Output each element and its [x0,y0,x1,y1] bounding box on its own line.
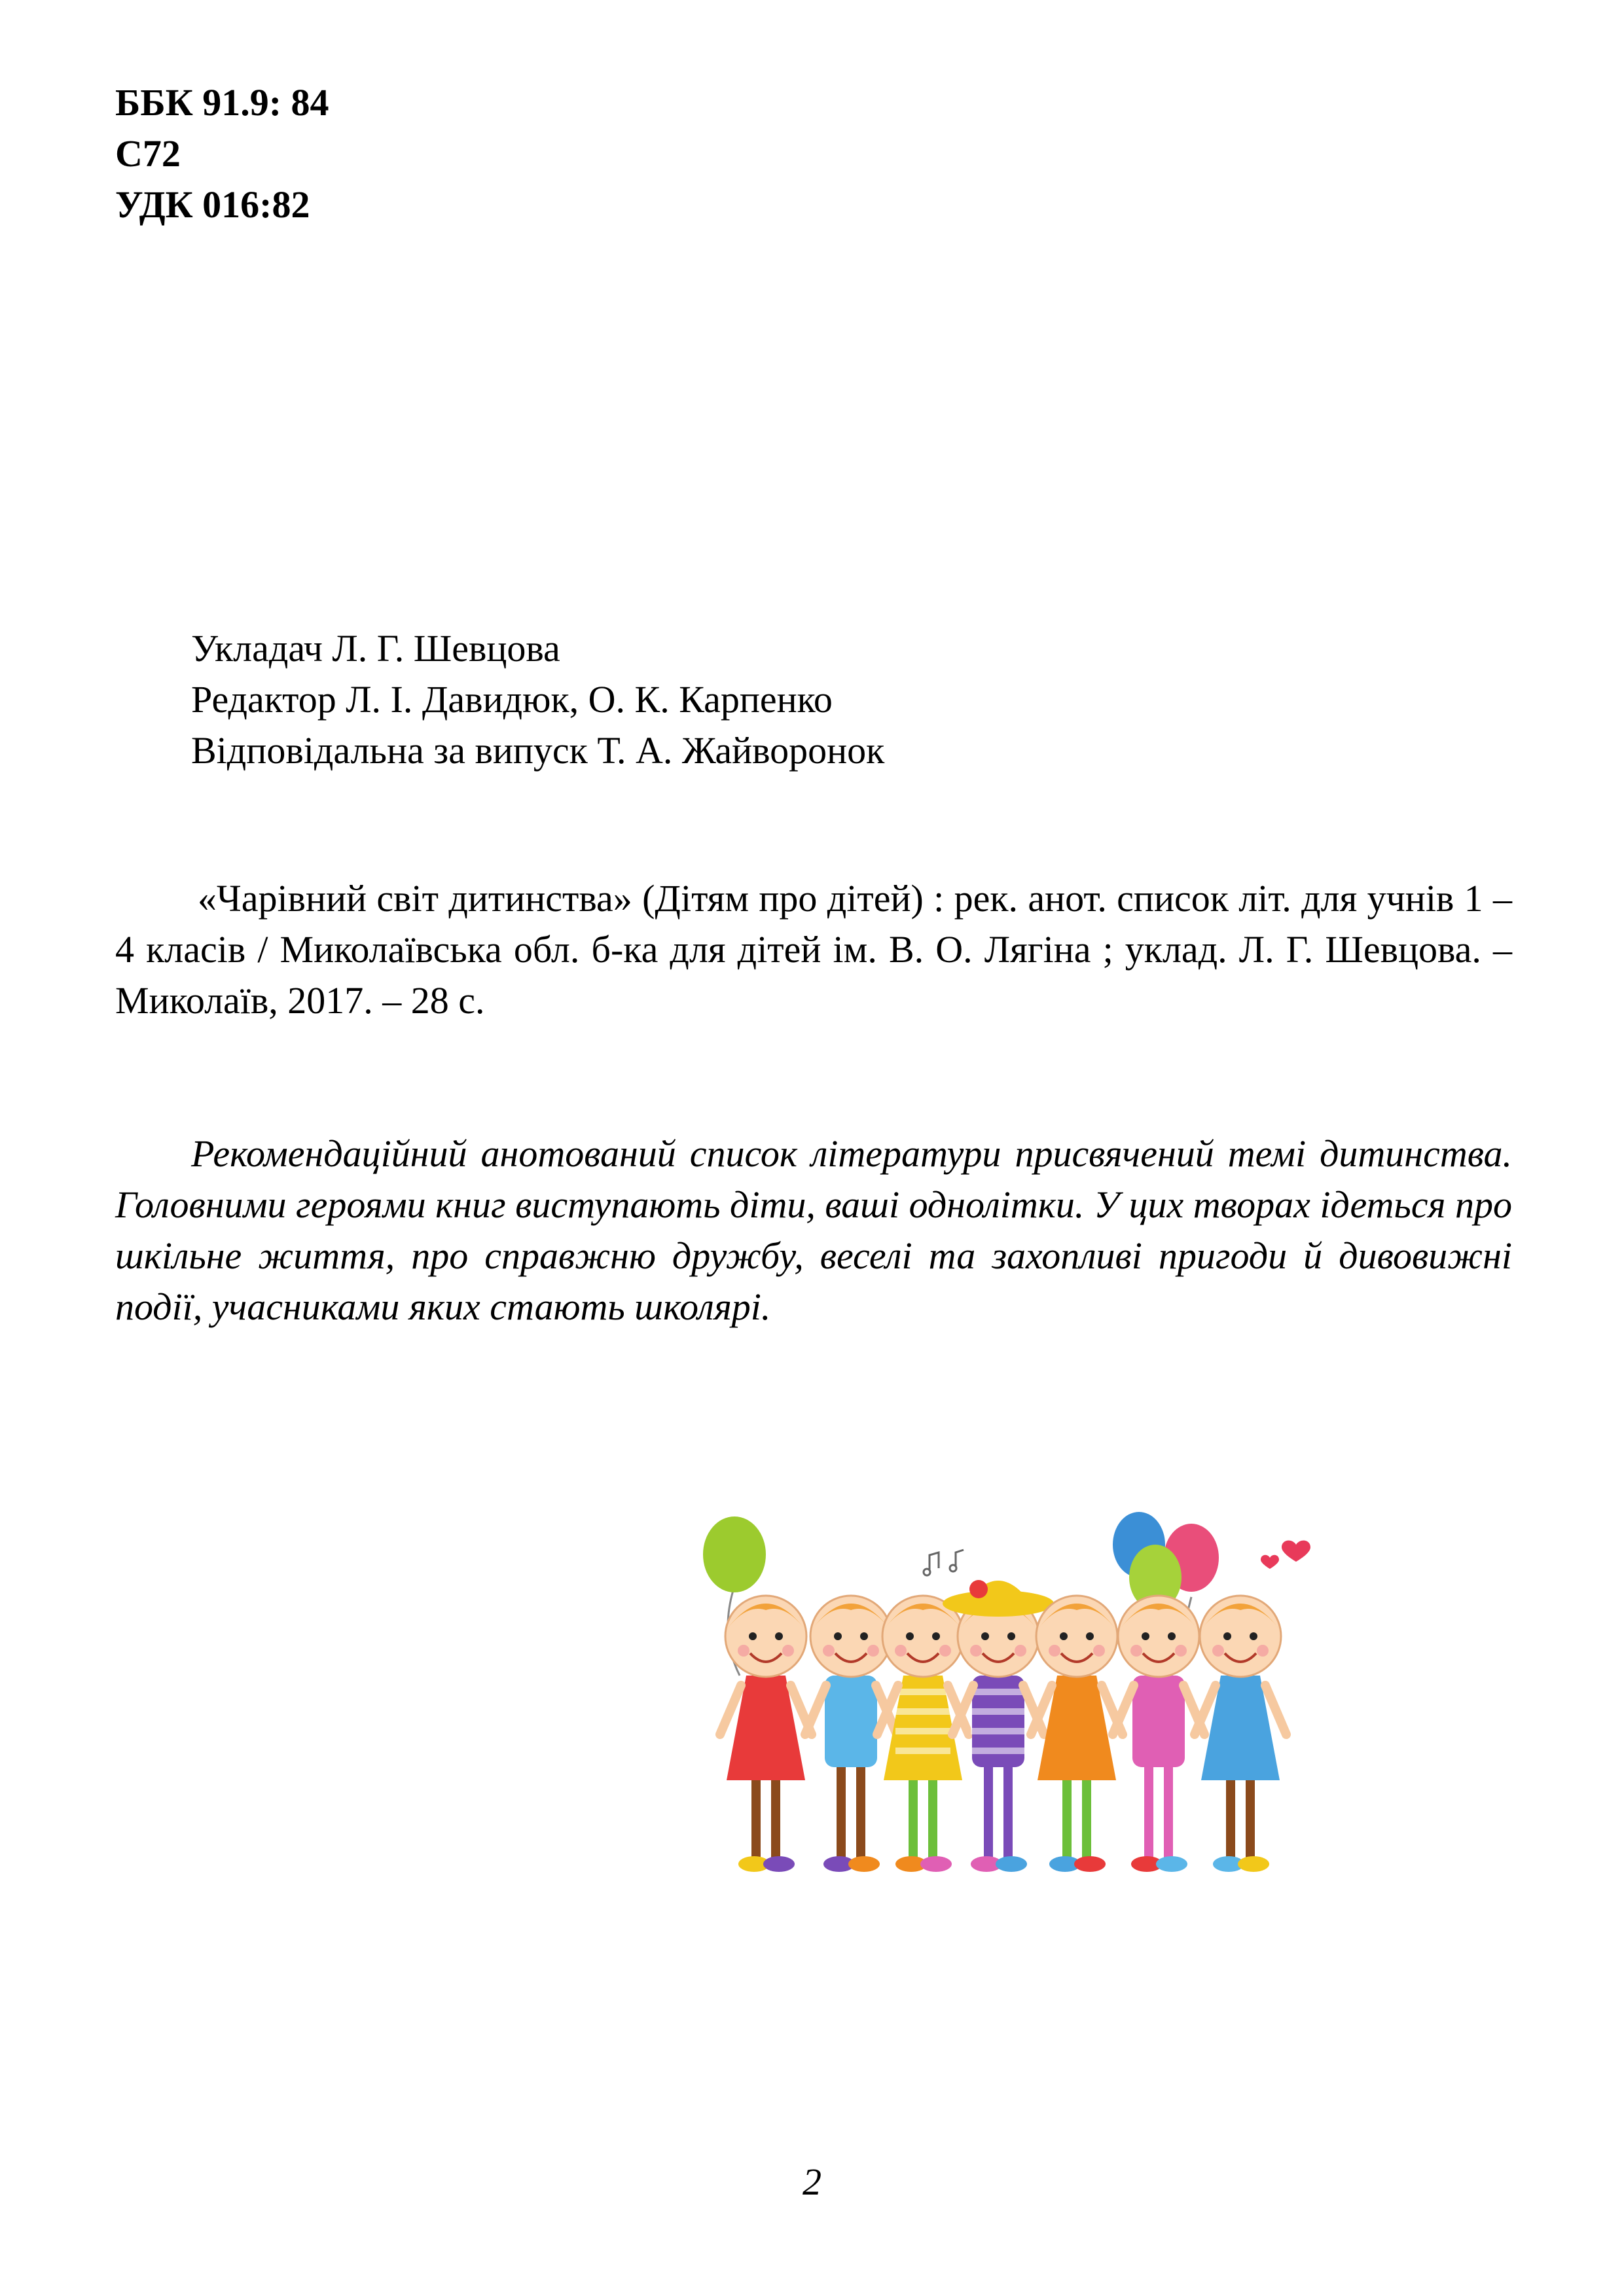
udk-code: УДК 016:82 [115,183,310,226]
annotation-text: Рекомендаційний анотований список літератури присвячений темі дитинства. Головними героями книг виступають діти, ваші однолітки. У цих творах ідеться про шкільне життя, про справжню дружбу, веселі та захопливі пригоди й дивовижні події, учасниками яких стають школярі. [115,1132,1512,1328]
music-note-icon [924,1550,964,1575]
editors-line: Редактор Л. І. Давидюк, О. К. Карпенко [191,678,833,721]
page-number: 2 [803,2161,821,2203]
classification-block [115,77,329,230]
heart-icon [1261,1541,1310,1569]
author-mark: С72 [115,132,181,175]
responsible-line: Відповідальна за випуск Т. А. Жайворонок [191,729,885,772]
credits-block [191,623,884,776]
bibliographic-record [115,873,1512,1026]
compiler-line: Укладач Л. Г. Шевцова [191,627,560,670]
bibliographic-record-text: «Чарівний світ дитинства» (Дітям про дітей) : рек. анот. список літ. для учнів 1 – 4 класів / Миколаївська обл. б-ка для дітей ім. В. О. Лягіна ; уклад. Л. Г. Шевцова. – Миколаїв, 2017. – 28 с. [115,877,1512,1022]
annotation [115,1128,1512,1333]
bbk-code: ББК 91.9: 84 [115,81,329,124]
children-illustration [694,1505,1401,1911]
child-figure [720,1596,812,1872]
